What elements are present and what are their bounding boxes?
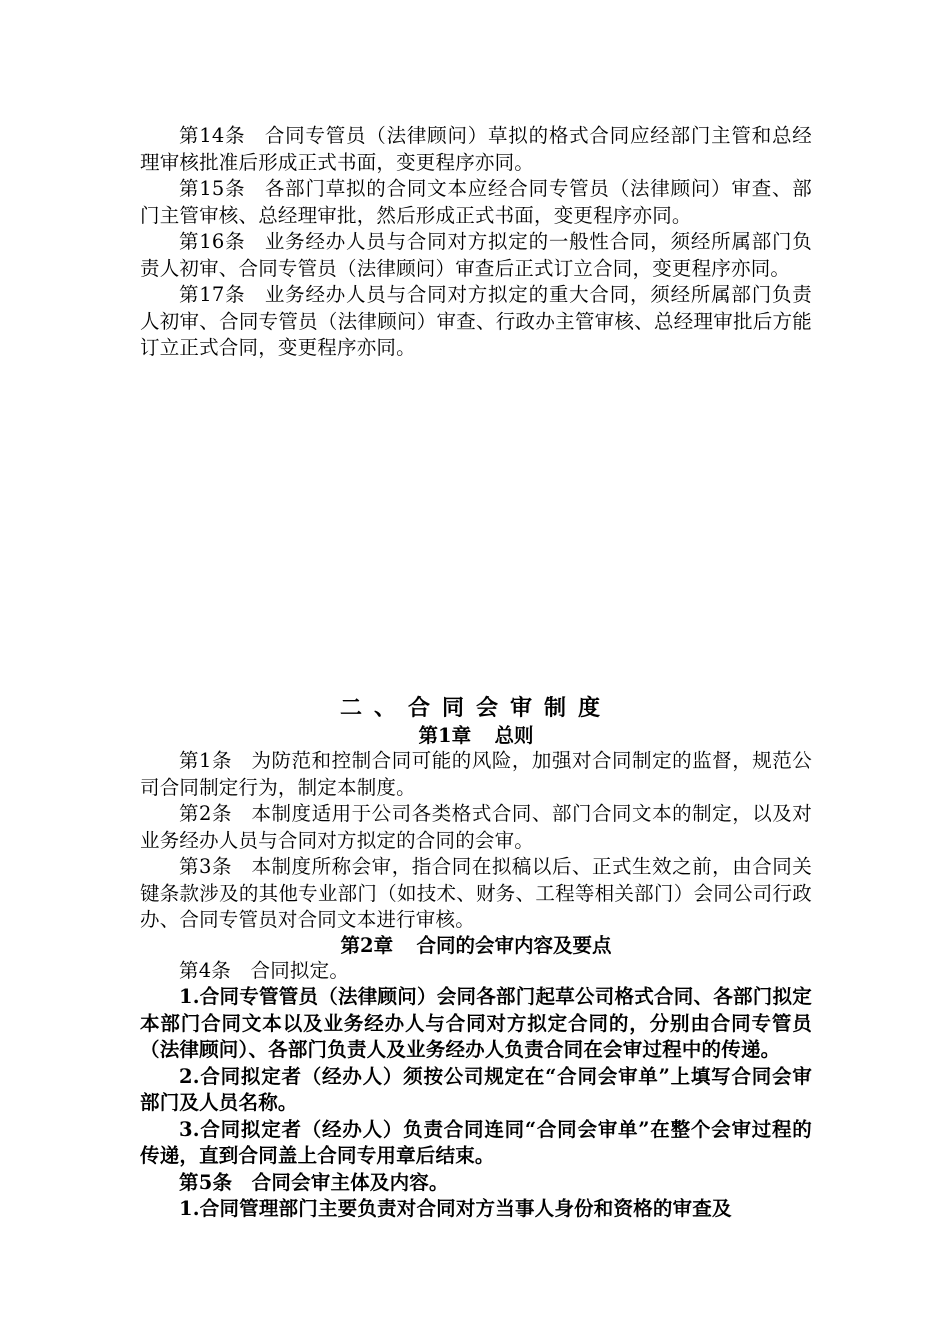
article-text: 业务经办人员与合同对方拟定的重大合同，须经所属部门负责人初审、合同专管员（法律顾问）审查、行政办主管审核、总经理审批后方能订立正式合同，变更程序亦同。 (140, 283, 812, 359)
article-4 (140, 958, 812, 985)
top-section (140, 123, 812, 362)
article-text: 合同专管员（法律顾问）草拟的格式合同应经部门主管和总经理审核批准后形成正式书面，变更程序亦同。 (140, 124, 812, 174)
article-3 (140, 854, 812, 934)
article-text: 合同会审主体及内容。 (251, 1170, 449, 1194)
article-number: 第4条 (179, 958, 232, 982)
section-two (140, 694, 812, 1223)
chapter-title: 总则 (494, 724, 534, 747)
article-17 (140, 282, 812, 362)
article-text: 合同拟定。 (250, 958, 350, 982)
article-4-item-3: 3.合同拟定者（经办人）负责合同连同“合同会审单”在整个会审过程的传递，直到合同盖上合同专用章后结束。 (140, 1117, 812, 1167)
article-4-item-1: 1.合同专管管员（法律顾问）会同各部门起草公司格式合同、各部门拟定本部门合同文本以及业务经办人与合同对方拟定合同的，分别由合同专管员（法律顾问）、各部门负责人及业务经办人负责合同在会审过程中的传递。 (140, 985, 812, 1061)
chapter-number: 第1章 (418, 724, 472, 747)
chapter-1-heading (140, 724, 812, 748)
article-number: 第17条 (179, 283, 246, 306)
article-text: 本制度适用于公司各类格式合同、部门合同文本的制定，以及对业务经办人员与合同对方拟定的合同的会审。 (140, 802, 812, 852)
chapter-title: 合同的会审内容及要点 (416, 933, 612, 957)
article-5 (140, 1170, 812, 1197)
article-4-item-2: 2.合同拟定者（经办人）须按公司规定在“合同会审单”上填写合同会审部门及人员名称。 (140, 1064, 812, 1114)
article-number: 第14条 (179, 124, 246, 147)
article-14 (140, 123, 812, 176)
article-15 (140, 176, 812, 229)
article-2 (140, 801, 812, 854)
article-number: 第2条 (179, 802, 232, 825)
section-title: 二、合同会审制度 (339, 696, 612, 721)
article-5-item-1: 1.合同管理部门主要负责对合同对方当事人身份和资格的审查及 (179, 1197, 732, 1220)
article-number: 第3条 (179, 855, 232, 878)
article-16 (140, 229, 812, 282)
article-number: 第5条 (179, 1170, 233, 1194)
article-1 (140, 748, 812, 801)
chapter-2-heading (140, 934, 812, 958)
article-number: 第16条 (179, 230, 246, 253)
chapter-number: 第2章 (340, 933, 394, 957)
article-number: 第1条 (179, 749, 232, 772)
article-text: 本制度所称会审，指合同在拟稿以后、正式生效之前，由合同关键条款涉及的其他专业部门（如技术、财务、工程等相关部门）会同公司行政办、合同专管员对合同文本进行审核。 (140, 855, 812, 931)
article-text: 业务经办人员与合同对方拟定的一般性合同，须经所属部门负责人初审、合同专管员（法律顾问）审查后正式订立合同，变更程序亦同。 (140, 230, 812, 280)
article-number: 第15条 (179, 177, 246, 200)
article-text: 为防范和控制合同可能的风险，加强对合同制定的监督，规范公司合同制定行为，制定本制度。 (140, 749, 812, 799)
article-text: 各部门草拟的合同文本应经合同专管员（法律顾问）审查、部门主管审核、总经理审批，然后形成正式书面，变更程序亦同。 (140, 177, 812, 227)
